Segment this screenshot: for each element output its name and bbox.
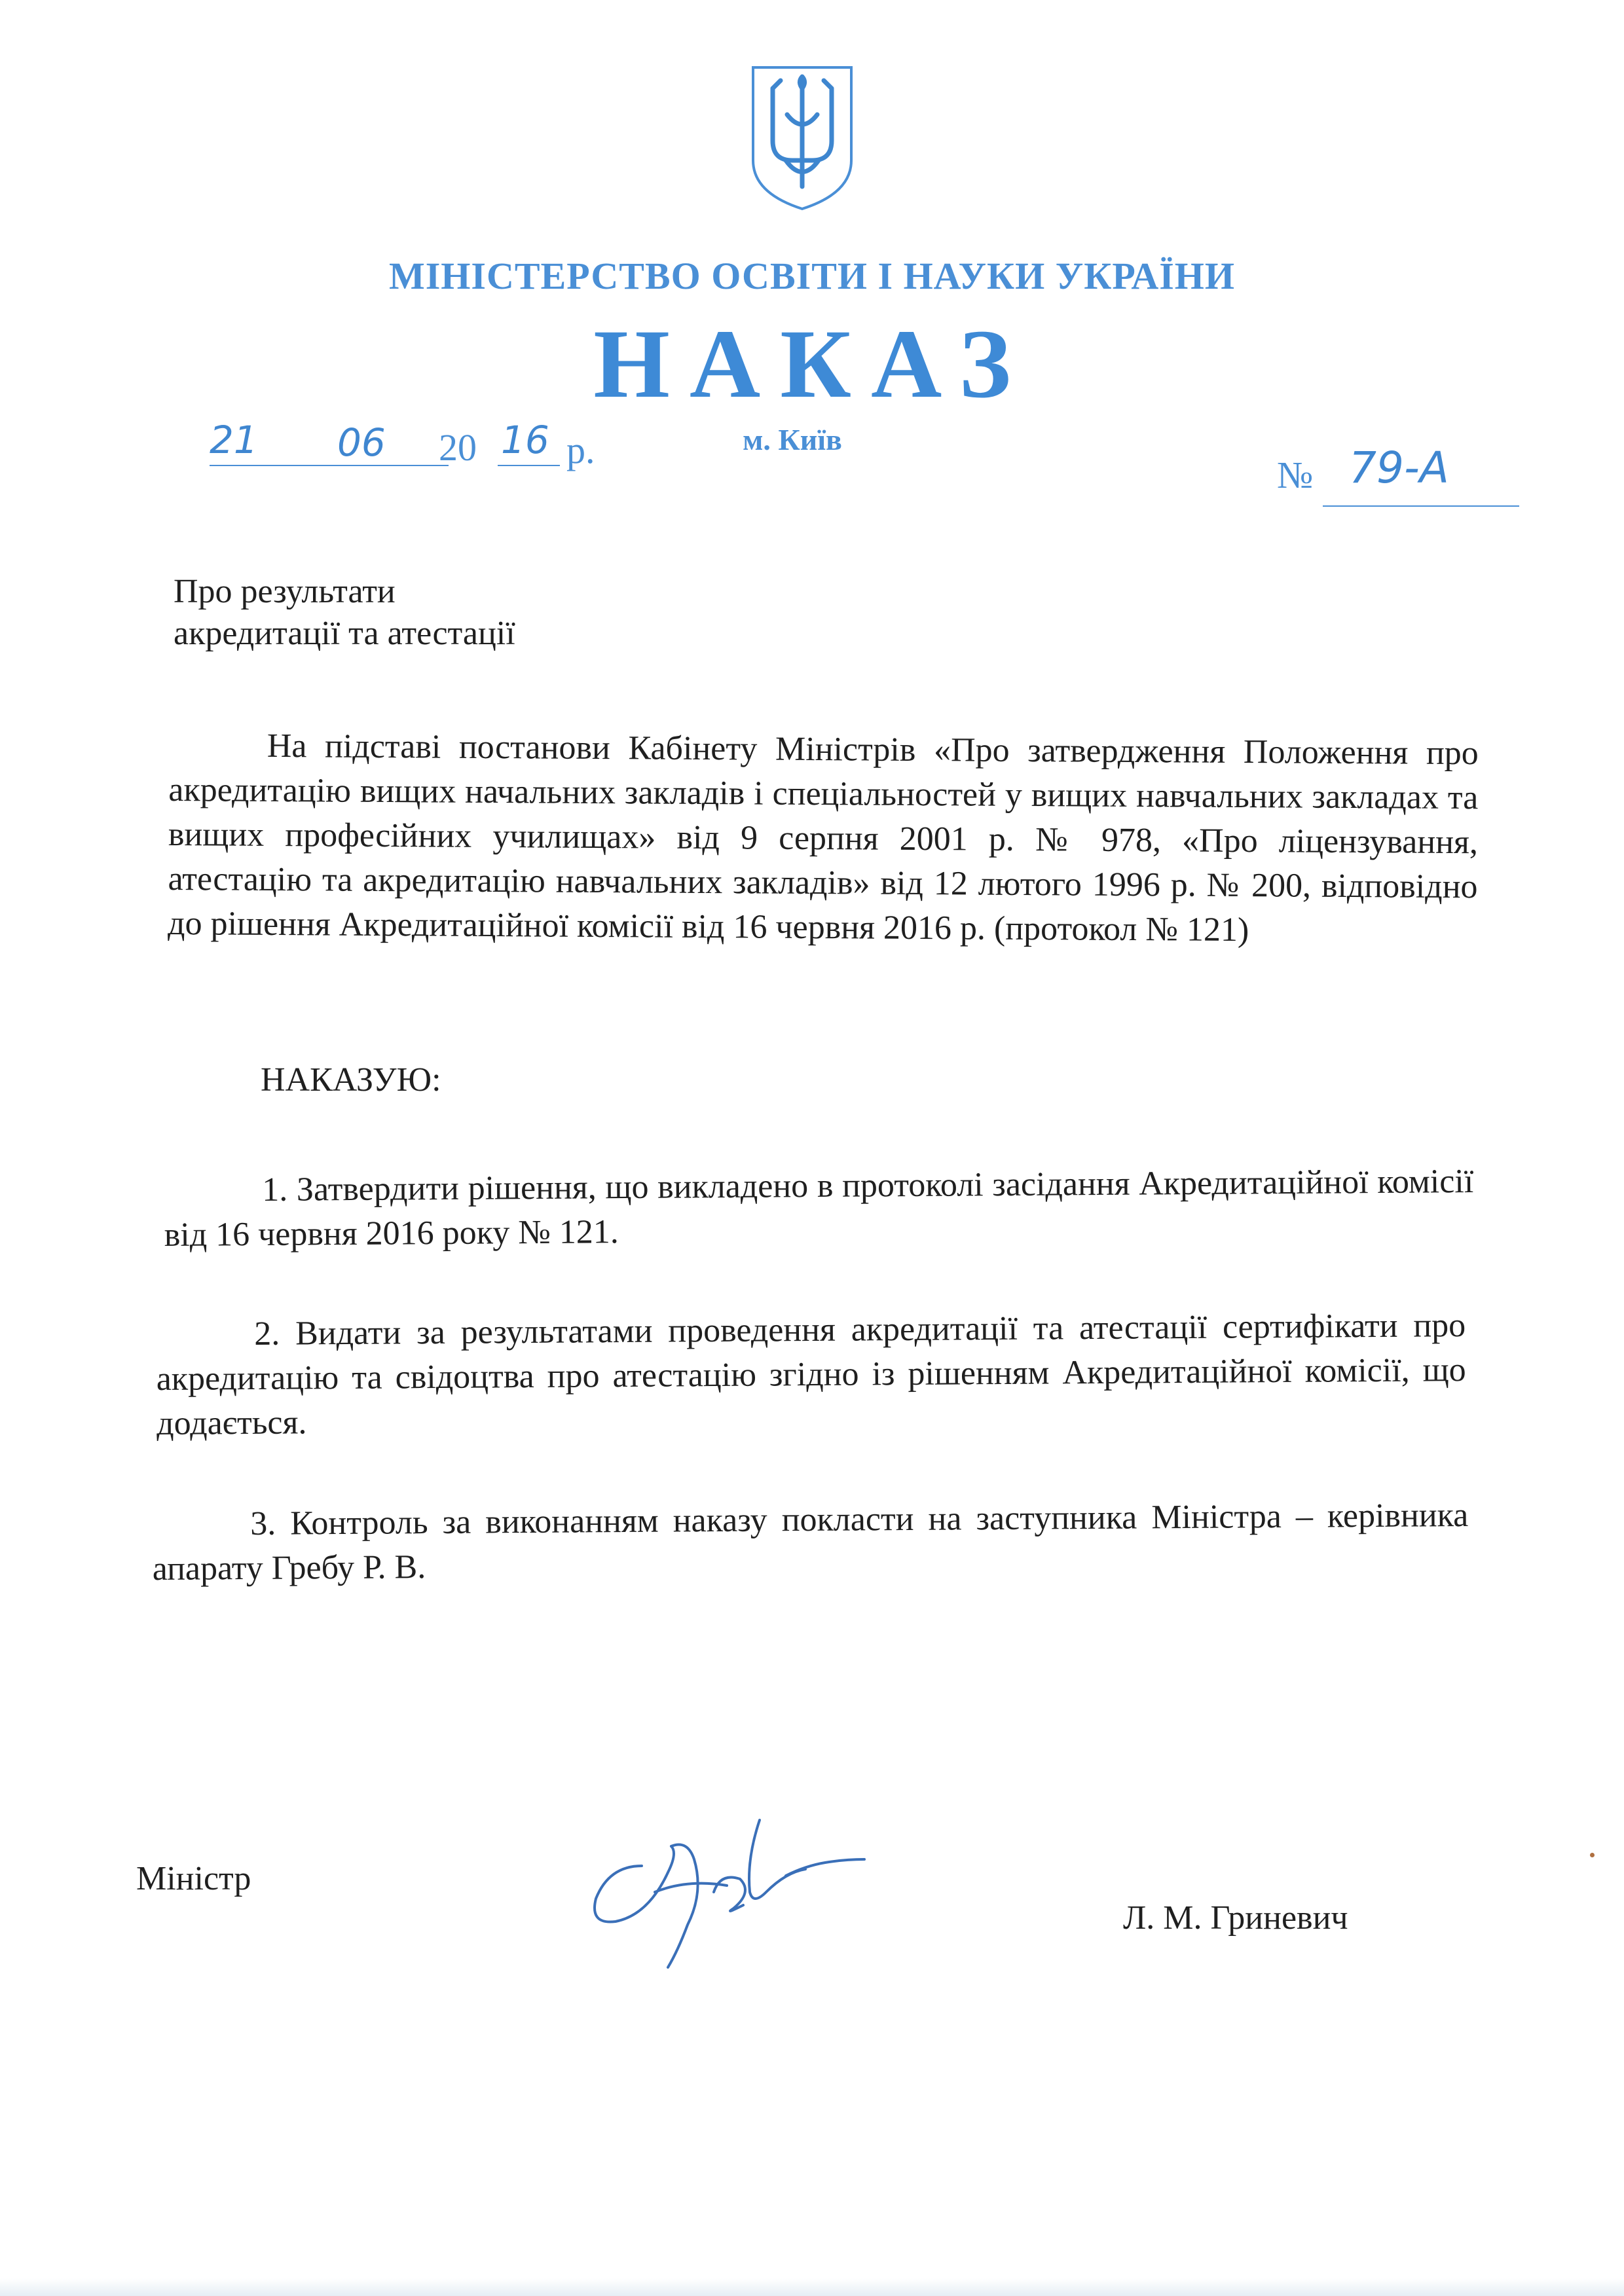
order-item-1: 1. Затвердити рішення, що викладено в протоколі засідання Акредитаційної комісії від 16 червня 2016 року № 121. bbox=[164, 1163, 1474, 1254]
date-row bbox=[196, 419, 655, 478]
date-year-line bbox=[498, 465, 560, 466]
preamble-paragraph: На підставі постанови Кабінету Міністрів «Про затвердження Положення про акредитацію вищих начальних закладів і спеціальностей у вищих навчальних закладах та вищих професійних училищах» від 9 серпня 2001 р. № 978, «Про ліцензування, атестацію та акредитацію навчальних закладів» від 12 лютого 1996 р. № 200, відповідно до рішення Акредитаційної комісії від 16 червня 2016 р. (протокол № 121) bbox=[167, 727, 1479, 949]
date-day: 21 bbox=[210, 418, 258, 462]
order-number: 79-А bbox=[1349, 443, 1449, 493]
signatory-title: Міністр bbox=[136, 1860, 251, 1897]
subject-line-1: Про результати bbox=[174, 573, 396, 610]
handwritten-signature bbox=[589, 1794, 877, 1977]
order-item-2: 2. Видати за результатами проведення акредитації та атестації сертифікати про акредитацію та свідоцтва про атестацію згідно із рішенням Акредитаційної комісії, що додається. bbox=[156, 1307, 1466, 1442]
subject-heading bbox=[174, 571, 763, 655]
date-suffix: р. bbox=[566, 429, 595, 471]
order-item-3: 3. Контроль за виконанням наказу покласти на заступника Міністра – керівника апарату Гребу Р. В. bbox=[152, 1496, 1469, 1588]
number-sign: № bbox=[1277, 454, 1314, 496]
order-word: НАКАЗУЮ: bbox=[261, 1061, 441, 1099]
city-label: м. Київ bbox=[743, 423, 842, 456]
scan-speck bbox=[1590, 1853, 1595, 1857]
number-line bbox=[1323, 505, 1519, 507]
date-month-line bbox=[285, 465, 449, 466]
trident-coat-of-arms-icon bbox=[747, 62, 858, 213]
scan-bottom-edge bbox=[0, 2278, 1624, 2296]
date-year-prefix: 20 bbox=[439, 426, 477, 469]
date-month: 06 bbox=[337, 420, 386, 465]
date-day-line bbox=[210, 465, 285, 466]
signatory-name: Л. М. Гриневич bbox=[1123, 1899, 1348, 1937]
order-number-row bbox=[1270, 445, 1532, 511]
date-year-suffix: 16 bbox=[501, 418, 549, 462]
ministry-name: МІНІСТЕРСТВО ОСВІТИ І НАУКИ УКРАЇНИ bbox=[388, 255, 1236, 297]
subject-line-2: акредитації та атестації bbox=[174, 615, 515, 652]
document-type-title: НАКАЗ bbox=[593, 310, 1031, 418]
